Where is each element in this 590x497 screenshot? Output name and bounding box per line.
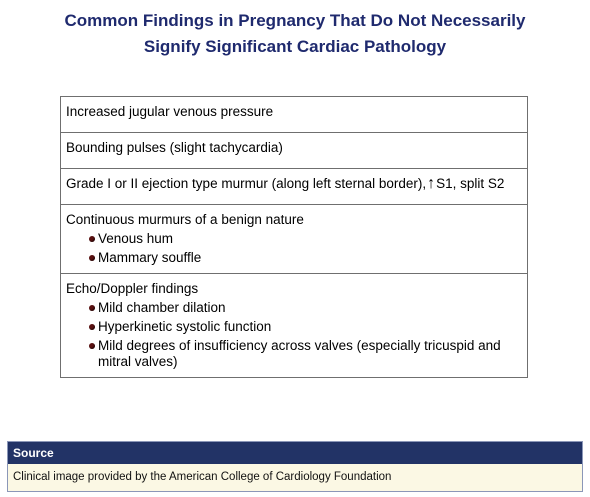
findings-table [60, 96, 528, 378]
list-item [66, 300, 523, 316]
finding-row-murmur [61, 168, 527, 204]
bullet-icon [89, 343, 95, 349]
bullet-list [66, 300, 523, 370]
finding-text: Bounding pulses (slight tachycardia) [66, 140, 283, 155]
title-line-1: Common Findings in Pregnancy That Do Not Necessarily [64, 11, 526, 30]
list-item [66, 319, 523, 335]
murmur-sounds-text: S1, split S2 [436, 176, 505, 191]
bullet-list [66, 231, 523, 266]
list-item [66, 338, 523, 370]
list-item-text: Mammary souffle [98, 250, 202, 265]
bullet-icon [89, 324, 95, 330]
finding-text: Increased jugular venous pressure [66, 104, 274, 119]
bullet-icon [89, 305, 95, 311]
list-item [66, 250, 523, 266]
page-title [0, 8, 590, 60]
finding-row-echo-doppler [61, 273, 527, 377]
title-line-2: Signify Significant Cardiac Pathology [143, 37, 447, 56]
source-header: Source [8, 442, 582, 464]
list-item-text: Mild degrees of insufficiency across valves (especially tricuspid and mitral valves) [98, 338, 501, 369]
up-arrow-icon: ↑ [427, 175, 436, 192]
bullet-icon [89, 236, 95, 242]
finding-heading: Echo/Doppler findings [66, 281, 199, 296]
list-item-text: Venous hum [98, 231, 174, 246]
list-item-text: Hyperkinetic systolic function [98, 319, 272, 334]
source-text: Clinical image provided by the American College of Cardiology Foundation [8, 464, 582, 491]
finding-row-jvp [61, 97, 527, 132]
list-item-text: Mild chamber dilation [98, 300, 226, 315]
finding-heading: Continuous murmurs of a benign nature [66, 212, 304, 227]
source-box [7, 441, 583, 492]
bullet-icon [89, 255, 95, 261]
list-item [66, 231, 523, 247]
finding-text [66, 176, 504, 191]
finding-row-pulses [61, 132, 527, 168]
murmur-text: Grade I or II ejection type murmur (along left sternal border), [66, 176, 427, 191]
finding-row-continuous-murmurs [61, 204, 527, 273]
